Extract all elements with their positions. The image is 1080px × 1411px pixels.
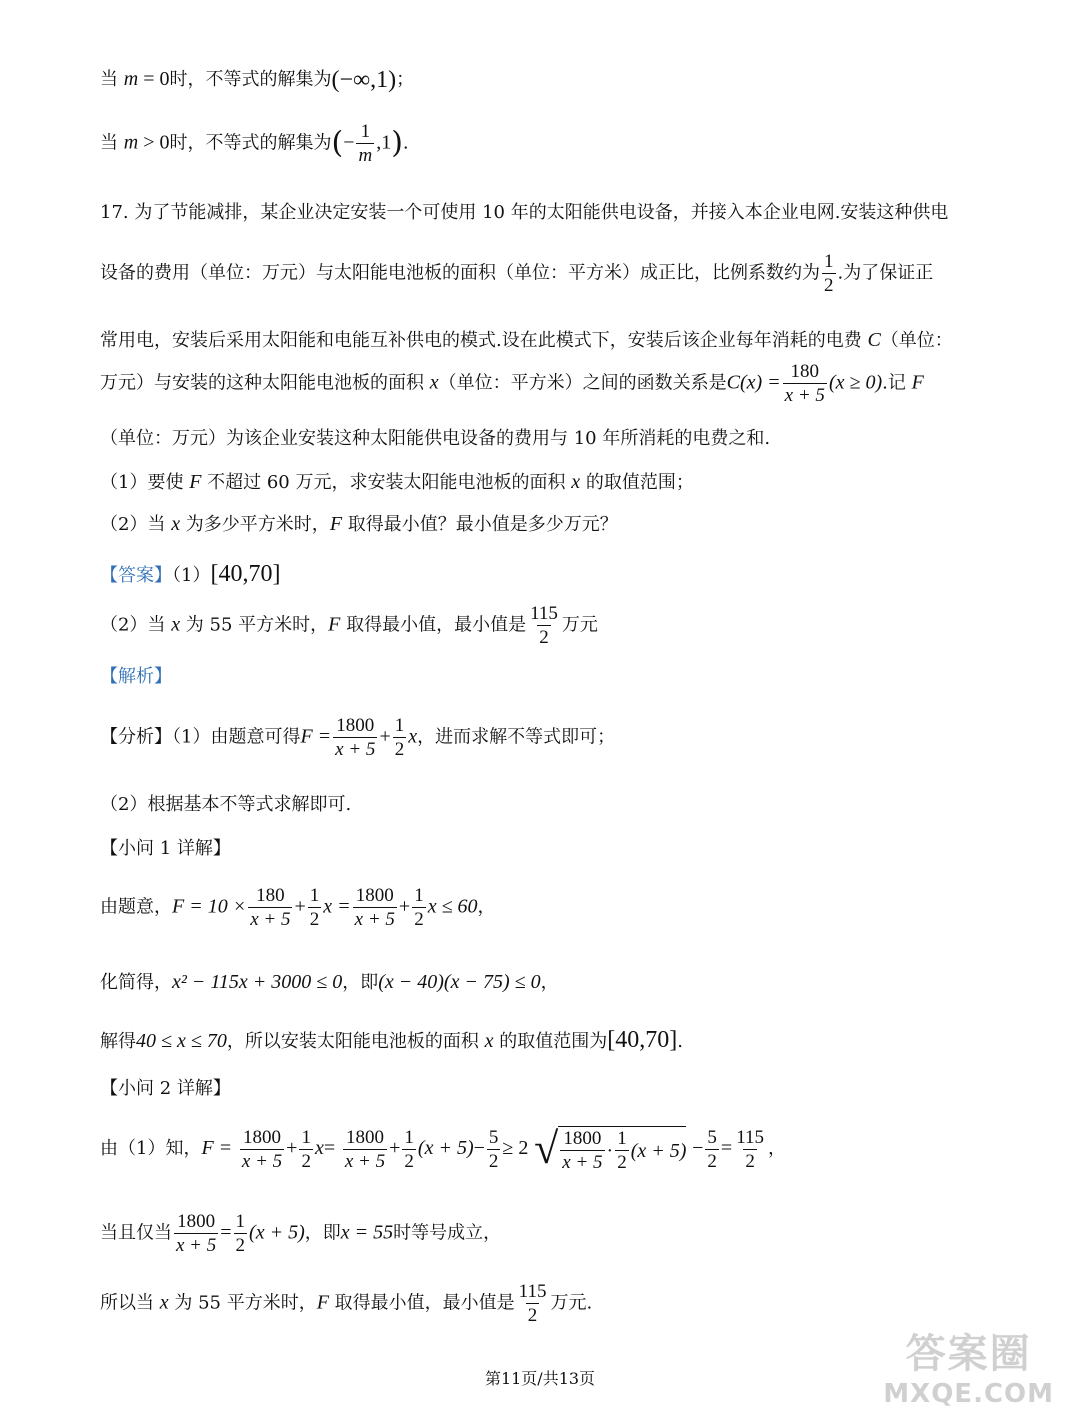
page-footer: 第11页/共13页	[484, 1369, 596, 1388]
detail-1-line1: 由题意，F = 10 × $\frac{180}{x + 5}$ + $\frac{1}{2}$ x = $\frac{1800}{x + 5}$ + $\frac{1}{2}$ x ≤ 60，	[100, 885, 496, 930]
watermark-logo: 答案圈 MXQE.COM	[883, 1331, 1054, 1409]
analysis-line1: 【分析】（1）由题意可得F = $\frac{1800}{x + 5}$ + $\frac{1}{2}$ x，进而求解不等式即可；	[100, 715, 616, 760]
question-17-line4: 万元）与安装的这种太阳能电池板的面积 x（单位：平方米）之间的函数关系是C(x) = $\frac{180}{x + 5}$ (x ≥ 0).记 F	[100, 361, 924, 406]
answer-tag: 【答案】	[100, 565, 172, 586]
analysis-tag: 【解析】	[100, 666, 172, 687]
detail-1-title: 【小问 1 详解】	[100, 838, 231, 859]
question-17-line5: （单位：万元）为该企业安装这种太阳能供电设备的费用与 10 年所消耗的电费之和.	[100, 428, 771, 449]
sub-question-2: （2）当 x 为多少平方米时，F 取得最小值？最小值是多少万元？	[100, 513, 618, 535]
question-17-line1: 17. 为了节能减排，某企业决定安装一个可使用 10 年的太阳能供电设备，并接入本企业电网.安装这种供电	[100, 202, 949, 223]
detail-2-line2: 当且仅当 $\frac{1800}{x + 5}$ = $\frac{1}{2}$ (x + 5)，即x = 55时等号成立，	[100, 1211, 502, 1256]
detail-2-line3: 所以当 x 为 55 平方米时，F 取得最小值，最小值是 $\frac{115}{2}$ 万元.	[100, 1281, 593, 1326]
detail-2-line1: 由（1）知，F = $\frac{1800}{x + 5}$ + $\frac{1}{2}$ x= $\frac{1800}{x + 5}$ + $\frac{1}{2}$ (x + 5)− $\frac{5}{2}$ ≥ 2 √ 1800 x + 5 · 1 2 (x + 5) − $\frac{5}{2}$ = $\frac{115}{2}$ ，	[100, 1124, 786, 1173]
sub-question-1: （1）要使 F 不超过 60 万元，求安装太阳能电池板的面积 x 的取值范围；	[100, 471, 694, 493]
case-m-zero: 当 m = 0时，不等式的解集为(−∞,1)；	[100, 67, 415, 93]
detail-1-line2: 化简得，x² − 115x + 3000 ≤ 0，即(x − 40)(x − 75) ≤ 0，	[100, 971, 559, 993]
detail-2-title: 【小问 2 详解】	[100, 1078, 231, 1099]
question-17-line2: 设备的费用（单位：万元）与太阳能电池板的面积（单位：平方米）成正比，比例系数约为 $\frac{1}{2}$ .为了保证正	[100, 251, 934, 296]
analysis-line2: （2）根据基本不等式求解即可.	[100, 794, 352, 815]
question-17-line3: 常用电，安装后采用太阳能和电能互补供电的模式.设在此模式下，安装后该企业每年消耗的电费 C（单位：	[100, 329, 953, 351]
detail-1-line3: 解得40 ≤ x ≤ 70，所以安装太阳能电池板的面积 x 的取值范围为[40,70].	[100, 1027, 683, 1053]
answer-line1: 【答案】（1）[40,70]	[100, 561, 281, 587]
answer-line2: （2）当 x 为 55 平方米时，F 取得最小值，最小值是 $\frac{115}{2}$ 万元	[100, 603, 598, 648]
case-m-positive: 当 m > 0时，不等式的解集为(− $\frac{1}{m}$ ,1).	[100, 121, 409, 166]
